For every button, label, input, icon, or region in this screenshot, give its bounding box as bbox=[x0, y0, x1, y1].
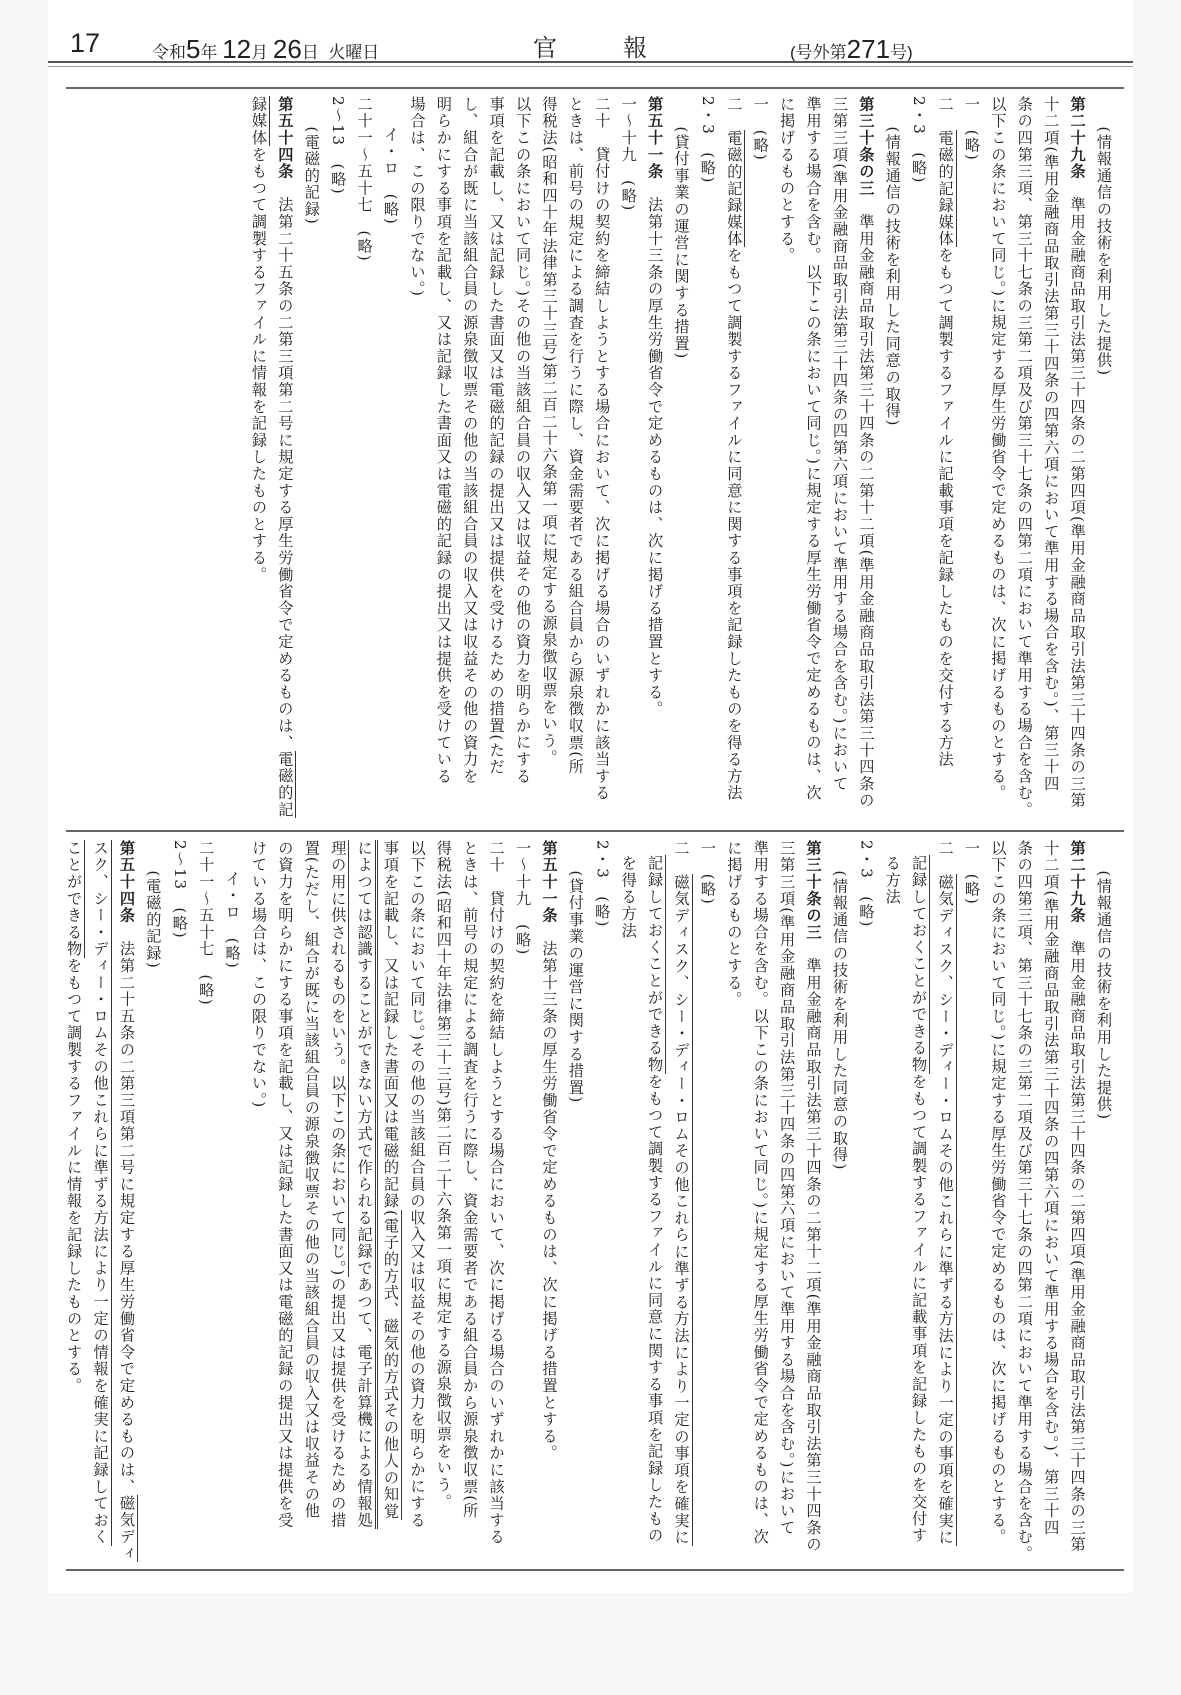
line-text: (電磁的記録) bbox=[302, 126, 321, 226]
text-line bbox=[510, 840, 536, 1560]
text-line bbox=[536, 840, 562, 1560]
text-line bbox=[589, 840, 615, 1560]
line-text: をもつて調製するファイルに記載事項を記録したものを交付す bbox=[910, 1073, 929, 1544]
text-line bbox=[959, 96, 985, 808]
line-text: 一～十九 (略) bbox=[514, 840, 533, 956]
gazette-title-kan: 官 bbox=[533, 35, 557, 62]
text-line bbox=[1011, 96, 1037, 819]
gazette-header bbox=[48, 26, 1133, 62]
text-line bbox=[562, 96, 588, 808]
text-line bbox=[430, 96, 456, 808]
article-heading: 第五十四条 bbox=[117, 840, 136, 924]
line-text: をもつて調製するファイルに同意に関する事項を記録したもの bbox=[646, 1073, 665, 1544]
text-line bbox=[800, 96, 826, 808]
upper-text-block bbox=[68, 96, 1117, 819]
issue-suffix: 号) bbox=[890, 43, 913, 62]
text-line bbox=[61, 840, 87, 1560]
header-rule bbox=[48, 61, 1133, 67]
line-text: 以下この条において同じ。)に規定する厚生労働省令で定めるものは、次に掲げるものとする。 bbox=[989, 96, 1008, 802]
amended-text: 電磁的記録媒体 bbox=[725, 129, 744, 248]
line-text: 二十一～五十七 (略) bbox=[355, 96, 374, 263]
article-heading: 第三十条の三 bbox=[804, 840, 823, 941]
month-unit: 月 bbox=[251, 43, 269, 62]
text-line bbox=[827, 96, 853, 808]
line-text: る方法 bbox=[883, 855, 902, 906]
line-text: をもつて調製するファイルに情報を記録したものとする。 bbox=[65, 957, 84, 1395]
article-heading: 第五十一条 bbox=[646, 96, 665, 180]
text-line bbox=[695, 840, 721, 1560]
top-rule bbox=[66, 87, 1124, 89]
era: 令和 bbox=[152, 43, 186, 62]
line-text: けている場合は、この限りでない。) bbox=[250, 840, 268, 1109]
line-text: 以下この条において同じ。)その他の当該組合員の収入又は収益その他の資力を明らかにする bbox=[408, 840, 427, 1529]
text-line bbox=[166, 840, 192, 1560]
text-line bbox=[325, 96, 351, 808]
text-line bbox=[1091, 96, 1117, 808]
text-line bbox=[87, 840, 113, 1560]
line-text: 得税法(昭和四十年法律第三十三号)第二百二十六条第一項に規定する源泉徴収票をいう。 bbox=[540, 96, 559, 767]
line-text: 法第二十五条の二第三項第二号に規定する厚生労働省令で定めるものは、 bbox=[117, 924, 136, 1496]
line-text: (情報通信の技術を利用した同意の取得) bbox=[830, 870, 849, 1172]
text-line bbox=[404, 840, 430, 1560]
text-line bbox=[721, 840, 747, 1560]
line-text: 一 (略) bbox=[962, 840, 981, 906]
weekday: 火曜日 bbox=[328, 43, 380, 62]
line-text: 得税法(昭和四十年法律第三十三号)第二百二十六条第一項に規定する源泉徴収票をいう。 bbox=[434, 840, 453, 1511]
text-line bbox=[642, 840, 668, 1560]
line-text: 準用金融商品取引法第三十四条の二第十二項(準用金融商品取引法第三十四条の bbox=[857, 196, 876, 810]
text-line bbox=[668, 840, 694, 1560]
article-heading: 第二十九条 bbox=[1068, 840, 1087, 924]
text-line bbox=[378, 96, 404, 808]
line-text: 二十 貸付けの契約を締結しようとする場合において、次に掲げる場合のいずれかに該当する bbox=[487, 840, 506, 1546]
text-line bbox=[483, 96, 509, 808]
article-heading: 第五十四条 bbox=[276, 96, 295, 180]
amended-text: (電子的方式、磁気的方式その他人の知覚 bbox=[382, 1209, 401, 1520]
line-text: 二十 貸付けの契約を締結しようとする場合において、次に掲げる場合のいずれかに該当する bbox=[593, 96, 612, 802]
text-line bbox=[272, 96, 298, 819]
line-text: 条の四第三項、第三十七条の三第二項及び第三十七条の四第二項において準用する場合を含む。 bbox=[1015, 840, 1034, 1563]
text-line bbox=[325, 840, 351, 1560]
text-line bbox=[906, 96, 932, 808]
line-text: 一 (略) bbox=[698, 840, 717, 906]
line-text: 2・3 (略) bbox=[593, 840, 612, 928]
line-text: ときは、前号の規定による調査を行うに際し、資金需要者である組合員から源泉徴収票(所 bbox=[461, 840, 480, 1520]
text-line bbox=[615, 96, 641, 808]
text-line bbox=[378, 840, 404, 1560]
text-line bbox=[1038, 96, 1064, 808]
line-text: 二 bbox=[672, 840, 691, 874]
amended-text: 磁気ディスク、シー・ディー・ロムその他これらに準ずる方法により一定の事項を確実に bbox=[672, 873, 691, 1546]
line-text: 置(ただし、組合が既に当該組合員の源泉徴収票その他の当該組合員の収入又は収益その他 bbox=[302, 840, 321, 1520]
amended-text: 電磁的記録媒体 bbox=[936, 129, 955, 248]
line-text: ときは、前号の規定による調査を行うに際し、資金需要者である組合員から源泉徴収票(所 bbox=[566, 96, 585, 776]
text-line bbox=[536, 96, 562, 808]
gazette-page bbox=[48, 0, 1133, 1593]
line-text: (情報通信の技術を利用した提供) bbox=[1095, 870, 1113, 1121]
text-line bbox=[853, 840, 879, 1560]
amended-text: スク、シー・ディー・ロムその他これらに準ずる方法により一定の情報を確実に記録しておく bbox=[91, 840, 110, 1546]
text-line bbox=[721, 96, 747, 808]
line-text: をもつて調製するファイルに同意に関する事項を記録したものを得る方法 bbox=[725, 247, 744, 802]
line-text: 条の四第三項、第三十七条の三第二項及び第三十七条の四第二項において準用する場合を含む。 bbox=[1015, 96, 1034, 819]
text-line bbox=[246, 96, 272, 808]
text-line bbox=[1064, 840, 1090, 1560]
amended-text: 磁気ディ bbox=[117, 1495, 136, 1563]
amended-text: 電磁的記 bbox=[276, 751, 295, 819]
text-line bbox=[695, 96, 721, 808]
text-line bbox=[615, 840, 641, 1560]
text-line bbox=[985, 96, 1011, 808]
text-line bbox=[774, 96, 800, 808]
text-line bbox=[932, 96, 958, 808]
amended-text: 録媒体 bbox=[250, 96, 268, 147]
page-number: 17 bbox=[70, 28, 101, 58]
line-text: 事項を記載し、又は記録した書面又は電磁的記録 bbox=[382, 840, 401, 1210]
line-text: に掲げるものとする。 bbox=[778, 96, 797, 264]
line-text: し、組合が既に当該組合員の源泉徴収票その他の当該組合員の収入又は収益その他の資力を bbox=[461, 96, 480, 785]
text-line bbox=[114, 840, 140, 1563]
text-line bbox=[140, 840, 166, 1560]
bottom-rule bbox=[66, 1569, 1124, 1571]
text-line bbox=[827, 840, 853, 1560]
text-line bbox=[510, 96, 536, 808]
line-text: (貸付事業の運営に関する措置) bbox=[566, 870, 585, 1104]
amended-text: 理の用に供されるものをいう。以下この条において同じ。) bbox=[329, 840, 348, 1277]
text-line bbox=[1091, 840, 1117, 1560]
line-text: 以下この条において同じ。)その他の当該組合員の収入又は収益その他の資力を明らかにする bbox=[514, 96, 533, 785]
line-text: 明らかにする事項を記載し、又は記録した書面又は電磁的記録の提出又は提供を受けている bbox=[434, 96, 453, 785]
text-line bbox=[800, 840, 826, 1560]
line-text: 準用金融商品取引法第三十四条の二第四項(準用金融商品取引法第三十四条の三第 bbox=[1068, 180, 1087, 810]
text-line bbox=[272, 840, 298, 1560]
text-line bbox=[562, 840, 588, 1560]
article-heading: 第二十九条 bbox=[1068, 96, 1087, 180]
line-text: を得る方法 bbox=[619, 855, 638, 940]
line-text: の提出又は提供を受けるための措 bbox=[329, 1276, 348, 1529]
line-text: 2・3 (略) bbox=[910, 96, 929, 184]
line-text: 2～13 (略) bbox=[329, 96, 348, 196]
text-line bbox=[879, 96, 905, 808]
amended-text: 記録しておくことができる物 bbox=[646, 855, 665, 1074]
text-line bbox=[351, 96, 377, 808]
line-text: 2・3 (略) bbox=[857, 840, 876, 928]
line-text: をもつて調製するファイルに情報を記録したものとする。 bbox=[250, 146, 268, 584]
text-line bbox=[747, 840, 773, 1560]
text-line bbox=[906, 840, 932, 1560]
month: 12 bbox=[222, 34, 252, 64]
issue-number-value: 271 bbox=[846, 34, 891, 64]
line-text: 準用する場合を含む。以下この条において同じ。)に規定する厚生労働省令で定めるものは、次 bbox=[751, 840, 770, 1546]
text-line bbox=[668, 96, 694, 808]
amended-text: ことができる物 bbox=[65, 840, 84, 958]
line-text: (情報通信の技術を利用した同意の取得) bbox=[883, 126, 902, 428]
line-text: 事項を記載し、又は記録した書面又は電磁的記録の提出又は提供を受けるための措置(ただ bbox=[487, 96, 506, 776]
text-line bbox=[1038, 840, 1064, 1560]
text-line bbox=[457, 840, 483, 1560]
line-text: 以下この条において同じ。)に規定する厚生労働省令で定めるものは、次に掲げるものとする。 bbox=[989, 840, 1008, 1546]
text-line bbox=[219, 840, 245, 1560]
line-text: 場合は、この限りでない。) bbox=[408, 96, 427, 298]
text-line bbox=[457, 96, 483, 808]
text-line bbox=[246, 840, 272, 1560]
text-line bbox=[298, 840, 324, 1560]
amended-text: 磁気ディスク、シー・ディー・ロムその他これらに準ずる方法により一定の事項を確実に bbox=[936, 873, 955, 1546]
text-line bbox=[932, 840, 958, 1560]
line-text: (電磁的記録) bbox=[144, 870, 163, 970]
line-text: 一 (略) bbox=[751, 96, 770, 162]
line-text: 準用する場合を含む。以下この条において同じ。)に規定する厚生労働省令で定めるものは、次 bbox=[804, 96, 823, 802]
day-unit: 日 bbox=[301, 43, 319, 62]
year-unit: 年 bbox=[200, 43, 218, 62]
text-line bbox=[879, 840, 905, 1560]
gazette-title-po: 報 bbox=[623, 35, 647, 62]
text-line bbox=[351, 840, 377, 1560]
line-text: 二十一～五十七 (略) bbox=[197, 840, 216, 1007]
line-text: 一～十九 (略) bbox=[619, 96, 638, 212]
line-text: をもつて調製するファイルに記載事項を記録したものを交付する方法 bbox=[936, 247, 955, 769]
amended-text: によつては認識することができない方式で作られる記録であつて、電子計算機による情報処 bbox=[356, 840, 378, 1529]
text-line bbox=[853, 96, 879, 808]
line-text: 二 bbox=[936, 96, 955, 130]
line-text: 十二項(準用金融商品取引法第三十四条の四第六項において準用する場合を含む。)、第三十四 bbox=[1042, 96, 1061, 793]
text-line bbox=[193, 840, 219, 1560]
text-line bbox=[1011, 840, 1037, 1563]
amended-text: 記録しておくことができる物 bbox=[910, 855, 929, 1074]
text-line bbox=[642, 96, 668, 808]
lower-text-block bbox=[65, 840, 1117, 1563]
year: 5 bbox=[186, 34, 201, 64]
line-text: 準用金融商品取引法第三十四条の二第四項(準用金融商品取引法第三十四条の三第 bbox=[1068, 924, 1087, 1554]
text-line bbox=[985, 840, 1011, 1560]
line-text: の資力を明らかにする事項を記載し、又は記録した書面又は電磁的記録の提出又は提供を受 bbox=[276, 840, 295, 1529]
line-text: 法第二十五条の二第三項第二号に規定する厚生労働省令で定めるものは、 bbox=[276, 180, 295, 752]
line-text: 二 bbox=[725, 96, 744, 130]
line-text: 準用金融商品取引法第三十四条の二第十二項(準用金融商品取引法第三十四条の bbox=[804, 940, 823, 1554]
article-heading: 第三十条の三 bbox=[857, 96, 876, 197]
text-line bbox=[430, 840, 456, 1560]
line-text: (情報通信の技術を利用した提供) bbox=[1095, 126, 1113, 377]
line-text: に掲げるものとする。 bbox=[725, 840, 744, 1008]
middle-rule bbox=[66, 830, 1124, 832]
text-line bbox=[298, 96, 324, 808]
text-line bbox=[774, 840, 800, 1560]
line-text: 三第三項(準用金融商品取引法第三十四条の四第六項において準用する場合を含む。)において bbox=[830, 96, 849, 793]
article-heading: 第五十一条 bbox=[540, 840, 559, 924]
day: 26 bbox=[272, 34, 302, 64]
line-text: 法第十三条の厚生労働省令で定めるものは、次に掲げる措置とする。 bbox=[646, 180, 665, 718]
line-text: 二 bbox=[936, 840, 955, 874]
text-line bbox=[483, 840, 509, 1560]
issue-prefix: (号外第 bbox=[790, 43, 847, 62]
text-line bbox=[589, 96, 615, 808]
line-text: イ・ロ (略) bbox=[382, 126, 401, 226]
line-text: イ・ロ (略) bbox=[223, 870, 242, 970]
text-line bbox=[747, 96, 773, 808]
line-text: 2・3 (略) bbox=[698, 96, 717, 184]
text-line bbox=[959, 840, 985, 1560]
text-line bbox=[404, 96, 430, 808]
line-text: 2～13 (略) bbox=[170, 840, 189, 940]
line-text: 三第三項(準用金融商品取引法第三十四条の四第六項において準用する場合を含む。)において bbox=[778, 840, 797, 1537]
line-text: 法第十三条の厚生労働省令で定めるものは、次に掲げる措置とする。 bbox=[540, 924, 559, 1462]
line-text: 十二項(準用金融商品取引法第三十四条の四第六項において準用する場合を含む。)、第三十四 bbox=[1042, 840, 1061, 1537]
text-line bbox=[1064, 96, 1090, 808]
line-text: 一 (略) bbox=[962, 96, 981, 162]
line-text: (貸付事業の運営に関する措置) bbox=[672, 126, 691, 360]
